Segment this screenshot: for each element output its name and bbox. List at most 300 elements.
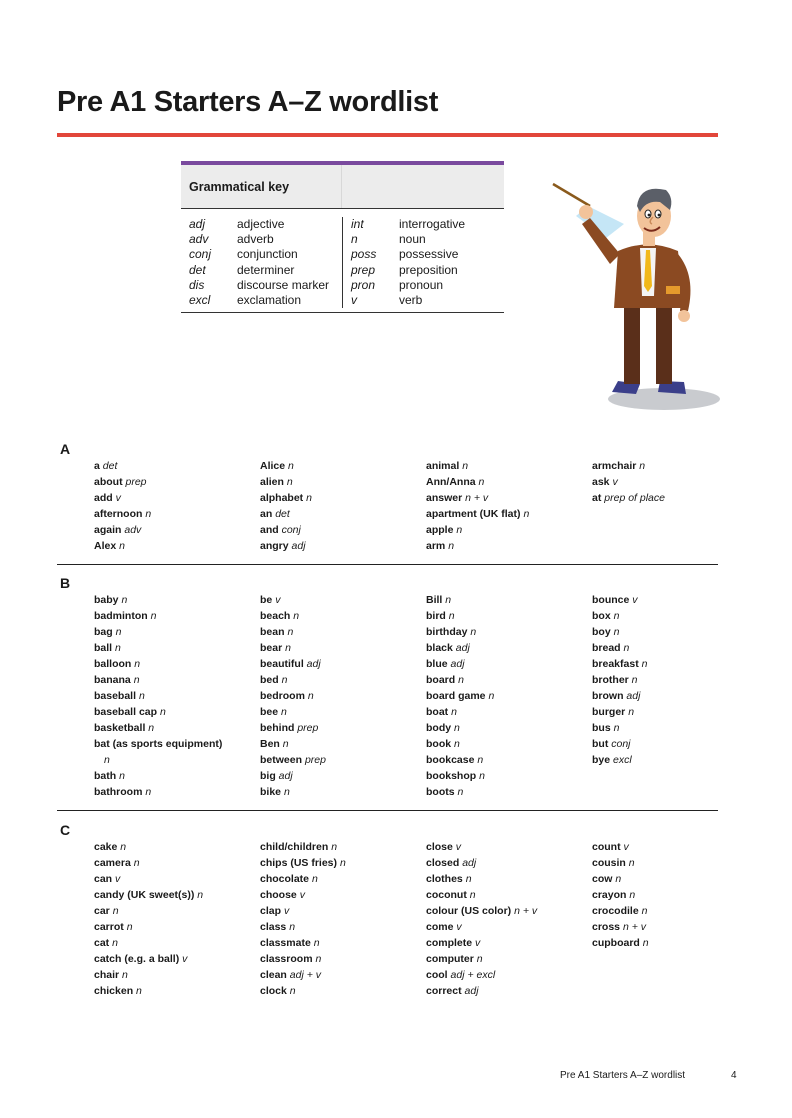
headword: clean (260, 969, 287, 981)
word-entry (260, 522, 426, 538)
headword: cousin (592, 857, 626, 869)
word-entry (260, 474, 426, 490)
word-entry (260, 871, 426, 887)
word-entry (94, 903, 260, 919)
word-entry (426, 752, 592, 768)
headword: bird (426, 610, 446, 622)
part-of-speech: excl (613, 754, 632, 766)
part-of-speech: n (448, 610, 455, 622)
part-of-speech: adj (455, 642, 470, 654)
part-of-speech: adj + excl (450, 969, 496, 981)
part-of-speech: adv (124, 524, 142, 536)
headword: bath (94, 770, 117, 782)
part-of-speech: n (288, 460, 294, 472)
word-entry (426, 951, 592, 967)
section-columns (94, 592, 758, 800)
grammatical-key-table (181, 161, 504, 313)
part-of-speech: n (478, 476, 485, 488)
part-of-speech: n (133, 674, 140, 686)
headword: big (260, 770, 276, 782)
word-entry (260, 784, 426, 800)
key-abbreviation: det (189, 262, 206, 277)
word-entry (426, 624, 592, 640)
headword: close (426, 841, 453, 853)
part-of-speech: n (287, 626, 294, 638)
key-meaning: adverb (237, 232, 274, 247)
part-of-speech: v (115, 492, 121, 504)
part-of-speech: n (479, 770, 485, 782)
key-abbreviation: v (351, 293, 357, 308)
headword: add (94, 492, 113, 504)
part-of-speech: prep (304, 754, 326, 766)
headword: clock (260, 985, 287, 997)
part-of-speech: n (642, 937, 649, 949)
word-entry (426, 784, 592, 800)
word-entry (426, 608, 592, 624)
section-columns (94, 458, 758, 554)
headword: catch (e.g. a ball) (94, 953, 180, 965)
word-entry (94, 522, 260, 538)
headword: Ann/Anna (426, 476, 476, 488)
word-entry (94, 784, 260, 800)
headword: and (260, 524, 279, 536)
part-of-speech: adj (278, 770, 293, 782)
headword: chair (94, 969, 120, 981)
headword: closed (426, 857, 460, 869)
word-entry (94, 704, 260, 720)
key-row (189, 247, 342, 262)
key-row (189, 278, 342, 293)
word-entry (592, 704, 758, 720)
section-divider (57, 564, 718, 565)
word-entry (426, 855, 592, 871)
part-of-speech: n (136, 985, 142, 997)
word-entry (260, 624, 426, 640)
headword: animal (426, 460, 460, 472)
part-of-speech: n (159, 706, 166, 718)
word-entry (592, 736, 758, 752)
word-entry (426, 522, 592, 538)
headword: arm (426, 540, 446, 552)
word-column (592, 458, 758, 554)
part-of-speech: n (457, 786, 464, 798)
word-entry (426, 720, 592, 736)
part-of-speech: adj (306, 658, 321, 670)
word-entry (94, 887, 260, 903)
word-entry (260, 855, 426, 871)
word-entry (592, 752, 758, 768)
headword: cat (94, 937, 110, 949)
headword: crocodile (592, 905, 639, 917)
headword: book (426, 738, 452, 750)
part-of-speech: n (315, 953, 322, 965)
word-entry (426, 871, 592, 887)
headword: bag (94, 626, 113, 638)
key-abbreviation: excl (189, 293, 211, 308)
word-entry (592, 672, 758, 688)
key-meaning: noun (399, 232, 426, 247)
word-entry (94, 871, 260, 887)
headword: badminton (94, 610, 148, 622)
word-entry (592, 935, 758, 951)
headword: can (94, 873, 113, 885)
headword: correct (426, 985, 462, 997)
part-of-speech: n (454, 738, 460, 750)
part-of-speech: n (641, 905, 648, 917)
word-column (592, 839, 758, 999)
headword: chicken (94, 985, 134, 997)
part-of-speech: v (275, 594, 281, 606)
key-column-right (342, 217, 503, 308)
headword: colour (US color) (426, 905, 512, 917)
key-meaning: discourse marker (237, 277, 330, 292)
part-of-speech: n (306, 492, 312, 504)
key-meaning: interrogative (399, 217, 466, 231)
word-column (260, 592, 426, 800)
key-abbreviation: dis (189, 277, 205, 292)
word-entry (592, 688, 758, 704)
word-column (94, 458, 260, 554)
headword: breakfast (592, 658, 639, 670)
headword: a (94, 460, 100, 472)
headword: boat (426, 706, 449, 718)
part-of-speech: v (623, 841, 629, 853)
word-entry (94, 538, 260, 554)
word-entry (592, 592, 758, 608)
part-of-speech: adj (291, 540, 306, 552)
key-row (189, 293, 342, 308)
headword: apple (426, 524, 454, 536)
part-of-speech: n (283, 786, 290, 798)
key-abbreviation: poss (351, 247, 377, 262)
word-entry (260, 506, 426, 522)
word-entry (94, 490, 260, 506)
word-entry (426, 768, 592, 784)
part-of-speech: n (122, 969, 128, 981)
word-entry (94, 967, 260, 983)
headword: bear (260, 642, 283, 654)
key-meaning: possessive (399, 247, 459, 262)
part-of-speech: n (313, 937, 320, 949)
part-of-speech: n (639, 460, 646, 472)
headword: cow (592, 873, 613, 885)
word-entry (260, 704, 426, 720)
part-of-speech: v (182, 953, 188, 965)
part-of-speech: conj (611, 738, 631, 750)
key-abbreviation: adv (189, 232, 209, 247)
part-of-speech: n (145, 786, 152, 798)
key-abbreviation: n (351, 232, 358, 247)
word-entry (260, 538, 426, 554)
word-entry (426, 983, 592, 999)
part-of-speech: n (523, 508, 530, 520)
word-entry (592, 458, 758, 474)
part-of-speech: n (289, 921, 296, 933)
headword: bounce (592, 594, 630, 606)
headword: answer (426, 492, 463, 504)
headword: cupboard (592, 937, 640, 949)
word-entry (426, 640, 592, 656)
part-of-speech: conj (281, 524, 301, 536)
word-entry (94, 919, 260, 935)
part-of-speech: adj (450, 658, 465, 670)
section-letter: A (60, 441, 71, 457)
headword: complete (426, 937, 473, 949)
key-row (351, 263, 503, 278)
part-of-speech: det (275, 508, 290, 520)
part-of-speech: n (462, 460, 469, 472)
part-of-speech: n (281, 674, 288, 686)
part-of-speech: n (458, 674, 464, 686)
key-row (351, 232, 503, 247)
part-of-speech: v (456, 921, 462, 933)
headword: coconut (426, 889, 467, 901)
headword: again (94, 524, 122, 536)
headword: clothes (426, 873, 463, 885)
headword: an (260, 508, 273, 520)
word-entry (426, 839, 592, 855)
word-entry (94, 608, 260, 624)
headword: boy (592, 626, 611, 638)
part-of-speech: n (628, 706, 635, 718)
headword: alphabet (260, 492, 304, 504)
headword: bee (260, 706, 279, 718)
word-entry (94, 752, 260, 768)
word-column (260, 839, 426, 999)
word-column (426, 839, 592, 999)
headword: car (94, 905, 110, 917)
word-entry (94, 720, 260, 736)
headword: candy (UK sweet(s)) (94, 889, 195, 901)
word-entry (592, 624, 758, 640)
word-entry (94, 506, 260, 522)
part-of-speech: n (145, 508, 152, 520)
word-entry (94, 474, 260, 490)
part-of-speech: n (454, 722, 460, 734)
headword: class (260, 921, 287, 933)
word-column (94, 592, 260, 800)
key-row (351, 247, 503, 262)
section-columns (94, 839, 758, 999)
headword: bye (592, 754, 611, 766)
word-entry (94, 672, 260, 688)
key-meaning: verb (399, 293, 423, 308)
word-entry (592, 608, 758, 624)
section-letter: C (60, 822, 71, 838)
headword: bathroom (94, 786, 143, 798)
headword: come (426, 921, 454, 933)
key-meaning: determiner (237, 262, 295, 277)
part-of-speech: n (133, 857, 140, 869)
word-entry (426, 919, 592, 935)
headword: baby (94, 594, 119, 606)
headword: apartment (UK flat) (426, 508, 521, 520)
headword: afternoon (94, 508, 143, 520)
part-of-speech: n (120, 841, 127, 853)
headword: burger (592, 706, 626, 718)
key-meaning: pronoun (399, 277, 444, 292)
headword: chocolate (260, 873, 310, 885)
part-of-speech: adj + v (289, 969, 322, 981)
word-entry (260, 672, 426, 688)
part-of-speech: n (311, 873, 318, 885)
headword: bookshop (426, 770, 477, 782)
word-entry (260, 720, 426, 736)
part-of-speech: n (628, 857, 635, 869)
key-column-left (181, 217, 342, 308)
part-of-speech: v (612, 476, 618, 488)
part-of-speech: n (641, 658, 648, 670)
word-entry (94, 736, 260, 752)
headword: ask (592, 476, 610, 488)
headword: between (260, 754, 303, 766)
key-row (189, 232, 342, 247)
headword: computer (426, 953, 474, 965)
page-number: 4 (731, 1070, 737, 1081)
word-entry (426, 704, 592, 720)
word-entry (260, 919, 426, 935)
word-entry (426, 887, 592, 903)
word-entry (260, 983, 426, 999)
headword: about (94, 476, 123, 488)
part-of-speech: n (613, 626, 620, 638)
headword: brown (592, 690, 624, 702)
part-of-speech: n (148, 722, 155, 734)
word-entry (260, 656, 426, 672)
part-of-speech: prep (297, 722, 319, 734)
word-entry (260, 736, 426, 752)
part-of-speech: n (286, 476, 293, 488)
part-of-speech: n (477, 754, 484, 766)
key-row (189, 217, 342, 232)
headword: bean (260, 626, 285, 638)
part-of-speech: n (138, 690, 145, 702)
word-column (94, 839, 260, 999)
word-entry (94, 768, 260, 784)
part-of-speech: v (632, 594, 638, 606)
part-of-speech: v (115, 873, 121, 885)
word-entry (592, 474, 758, 490)
headword: basketball (94, 722, 146, 734)
word-entry (94, 935, 260, 951)
part-of-speech: n (476, 953, 483, 965)
title-underline (57, 133, 718, 137)
word-entry (592, 720, 758, 736)
part-of-speech: n + v (465, 492, 489, 504)
key-row (351, 217, 503, 232)
part-of-speech: n (119, 770, 125, 782)
part-of-speech: n + v (514, 905, 538, 917)
word-entry (94, 624, 260, 640)
headword: beach (260, 610, 291, 622)
headword: child/children (260, 841, 329, 853)
word-entry (94, 688, 260, 704)
word-entry (260, 903, 426, 919)
part-of-speech: adj (464, 985, 479, 997)
key-abbreviation: pron (351, 277, 376, 292)
word-entry (260, 935, 426, 951)
part-of-speech: n (115, 626, 122, 638)
headword: banana (94, 674, 131, 686)
part-of-speech: n (112, 937, 118, 949)
headword: armchair (592, 460, 637, 472)
word-entry (426, 656, 592, 672)
headword: blue (426, 658, 448, 670)
headword: count (592, 841, 621, 853)
word-entry (260, 458, 426, 474)
part-of-speech: n (293, 610, 300, 622)
part-of-speech: n (121, 594, 128, 606)
part-of-speech: n (615, 873, 622, 885)
headword: cake (94, 841, 118, 853)
headword: balloon (94, 658, 132, 670)
headword: bike (260, 786, 282, 798)
word-entry (260, 839, 426, 855)
word-entry (426, 672, 592, 688)
headword: bus (592, 722, 611, 734)
headword: behind (260, 722, 295, 734)
headword: at (592, 492, 602, 504)
word-entry (592, 903, 758, 919)
headword: camera (94, 857, 131, 869)
part-of-speech: n (289, 985, 296, 997)
key-row (351, 278, 503, 293)
part-of-speech: n (613, 722, 620, 734)
headword: bookcase (426, 754, 475, 766)
headword: be (260, 594, 273, 606)
headword: but (592, 738, 609, 750)
key-meaning: preposition (399, 262, 458, 277)
part-of-speech: n (631, 674, 638, 686)
headword: carrot (94, 921, 124, 933)
word-column (426, 592, 592, 800)
teacher-illustration (548, 176, 723, 416)
headword: bed (260, 674, 279, 686)
headword: clap (260, 905, 282, 917)
word-entry (260, 752, 426, 768)
part-of-speech: n (282, 738, 289, 750)
word-entry (426, 458, 592, 474)
headword: board (426, 674, 456, 686)
headword: bread (592, 642, 621, 654)
part-of-speech: n (456, 524, 463, 536)
section-divider (57, 810, 718, 811)
headword: board game (426, 690, 486, 702)
word-entry (592, 887, 758, 903)
headword: beautiful (260, 658, 304, 670)
part-of-speech: adj (626, 690, 641, 702)
headword: box (592, 610, 611, 622)
part-of-speech: v (283, 905, 290, 917)
part-of-speech: n (445, 594, 452, 606)
headword: boots (426, 786, 455, 798)
word-entry (94, 458, 260, 474)
key-row (351, 293, 503, 308)
part-of-speech: n (134, 658, 141, 670)
part-of-speech: prep of place (604, 492, 665, 504)
part-of-speech: v (475, 937, 481, 949)
part-of-speech: n (307, 690, 314, 702)
word-entry (592, 919, 758, 935)
part-of-speech: n (104, 754, 110, 766)
part-of-speech: n (623, 642, 630, 654)
word-entry (426, 506, 592, 522)
word-column (260, 458, 426, 554)
part-of-speech: n (197, 889, 204, 901)
headword: Alice (260, 460, 286, 472)
word-entry (592, 640, 758, 656)
headword: choose (260, 889, 297, 901)
